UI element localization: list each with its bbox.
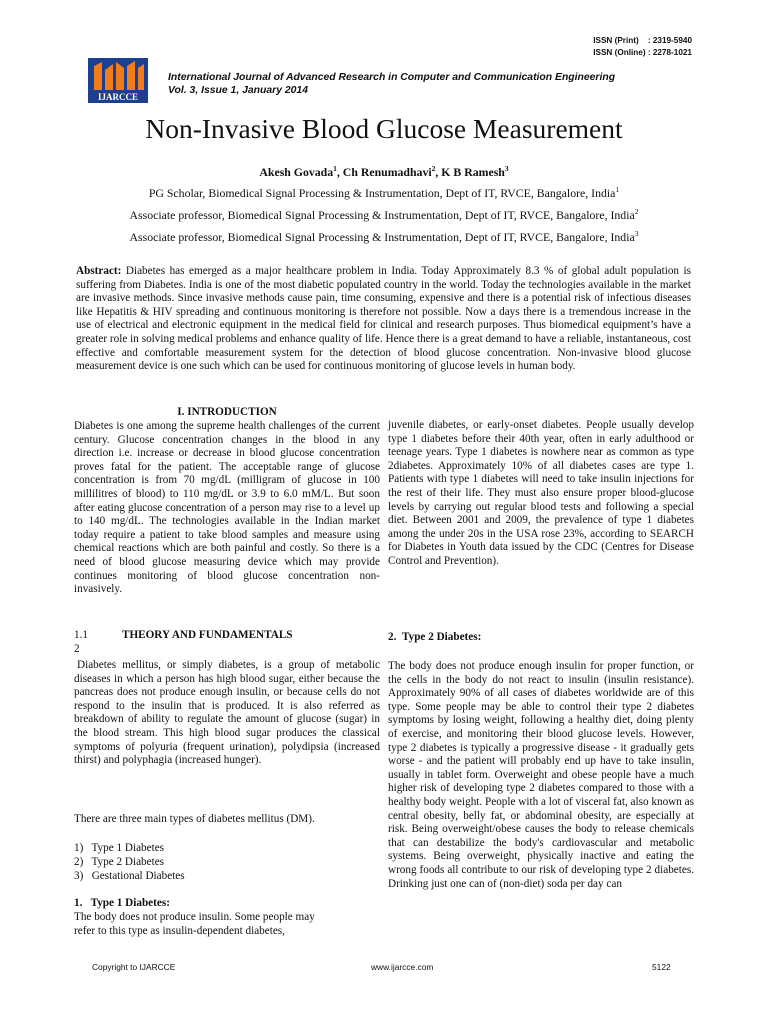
footer-copyright: Copyright to IJARCCE <box>92 962 176 972</box>
issn-print-value: : 2319-5940 <box>647 36 692 45</box>
abstract-text: Diabetes has emerged as a major healthcare problem in India. Today Approximately 8.3 % of global adult population is suffering from Diabetes. India is one of the most diabetic populated country in the world. Today the technologies available in the market are invasive methods. Since invasive methods cause pain, time consuming, expensive and there is a potential risk of infectious diseases like Hepatitis & HIV spreading and continuous monitoring is therefore not possible. Now a days there is a tremendous increase in the use of electrical and electronic equipment in the medical field for clinical and research purposes. Thus biomedical equipment’s have a greater role in solving medical problems and enhance quality of life. Hence there is a great demand to have a reliable, instantaneous, cost effective and comfortable measurement system for the detection of blood glucose concentration. Non-invasive blood glucose measurement device is one such which can be used for continuous monitoring of glucose levels in human body. <box>76 265 692 373</box>
type2-heading: 2. Type 2 Diabetes: <box>388 631 482 643</box>
journal-logo <box>88 58 148 103</box>
journal-name: International Journal of Advanced Research in Computer and Communication Engineering <box>168 72 616 83</box>
journal-header <box>168 72 728 97</box>
author-name: K B Ramesh <box>441 165 505 179</box>
type-list-item: 3) Gestational Diabetes <box>74 870 185 882</box>
abstract <box>76 265 691 374</box>
affiliation <box>0 230 768 245</box>
author-list: Akesh Govada$^1$, Ch Renumadhavi$^2$, K B Ramesh$^3$ <box>259 164 509 179</box>
type1-line: The body does not produce insulin. Some people may <box>74 911 315 923</box>
type1-heading: 1. Type 1 Diabetes: <box>74 897 170 909</box>
affiliation-sup: 1 <box>615 185 620 194</box>
logo-text: IJARCCE <box>97 92 139 102</box>
issn-online-value: : 2278-1021 <box>647 47 692 57</box>
type-list-item: 1) Type 1 Diabetes <box>74 842 165 854</box>
author-name: Ch Renumadhavi <box>342 165 432 179</box>
issn-block <box>593 35 692 58</box>
author-sup: 1 <box>333 164 337 173</box>
type2-paragraph: The body does not produce enough insulin for proper function, or the cells in the body do not react to insulin (insulin resistance). Approximately 90% of all cases of diabetes worldwide are of this type. Some people may be able to control their type 2 diabetes symptoms by losing weight, following a healthy diet, doing plenty of exercise, and monitoring their blood glucose levels. However, type 2 diabetes is typically a progressive disease - it gradually gets worse - and the patient will probably end up have to take insulin, usually in tablet form. Overweight and obese people have a much higher risk of developing type 2 diabetes compared to those with a healthy body weight. People with a lot of visceral fat, also known as central obesity, belly fat, or abdominal obesity, are especially at risk. Being overweight/obese causes the body to release chemicals that can destabilize the body's cardiovascular and metabolic systems. Being overweight, physically inactive and eating the wrong foods all contribute to our risk of developing type 2 diabetes. Drinking just one can of (non-diet) soda per day can <box>388 660 694 890</box>
affiliation-sup: 2 <box>634 207 639 216</box>
type-list-item: 2) Type 2 Diabetes <box>74 856 165 868</box>
issn-online-label: ISSN (Online) <box>593 47 646 57</box>
author-name: Akesh Govada <box>259 165 334 179</box>
intro-heading-text: I. INTRODUCTION <box>177 406 277 418</box>
abstract-label: Abstract: <box>76 265 122 277</box>
type1-continued: juvenile diabetes, or early-onset diabetes. People usually develop type 1 diabetes before their 40th year, often in early adulthood or teenage years. Type 1 diabetes is nowhere near as common as type 2diabetes. Approximately 10% of all diabetes cases are type 1. Patients with type 1 diabetes will need to take insulin injections for the rest of their life. They must also ensure proper blood-glucose levels by carrying out regular blood tests and following a special diet. Between 2001 and 2009, the prevalence of type 1 diabetes among the under 20s in the USA rose 23%, according to SEARCH for Diabetes in Youth data issued by the CDC (Centres for Disease Control and Prevention). <box>388 419 694 567</box>
theory-heading <box>74 629 380 643</box>
affiliation-text: Associate professor, Biomedical Signal Processing & Instrumentation, Dept of IT, RVCE, Bangalore, India <box>129 230 635 244</box>
types-intro: There are three main types of diabetes mellitus (DM). <box>74 813 315 825</box>
footer-website[interactable]: www.ijarcce.com <box>371 962 434 972</box>
journal-volume: Vol. 3, Issue 1, January 2014 <box>168 84 308 96</box>
author-sup: 2 <box>431 164 436 173</box>
issn-print-label: ISSN (Print) <box>593 36 639 45</box>
intro-paragraph: Diabetes is one among the supreme health challenges of the current century. Glucose concentration changes in the blood in any direction i.e. increase or decrease in blood glucose concentration proves fatal for the patient. The acceptable range of glucose concentration is from 70 mg/dL (milligram of glucose in 100 millilitres of blood) to 110 mg/dL or 3.9 to 6.0 mM/L. But soon after eating glucose concentration of a person may rise to a level up to 140 mg/dL. The technologies available in the Indian market today require a patient to take blood samples and measure using chemical reactions which are both painful and costly. So there is a need of blood glucose measuring device which may provide continues monitoring of blood glucose concentration non-invasively. <box>74 420 380 596</box>
intro-heading <box>74 406 380 420</box>
affiliation <box>0 186 768 201</box>
author-sup: 3 <box>504 164 509 173</box>
theory-number: 1.1 <box>74 629 88 641</box>
affiliation-text: Associate professor, Biomedical Signal Processing & Instrumentation, Dept of IT, RVCE, Bangalore, India <box>129 208 635 222</box>
type1-line: refer to this type as insulin-dependent diabetes, <box>74 925 285 937</box>
theory-paragraph: Diabetes mellitus, or simply diabetes, is a group of metabolic diseases in which a person has high blood sugar, either because the pancreas does not produce enough insulin, or because cells do not respond to the insulin that is produced. It is also referred as breakdown of ability to regulate the amount of glucose (sugar) in the blood stream. This high blood sugar produces the classical symptoms of polyuria (frequent urination), polydipsia (increased thirst) and polyphagia (increased hunger). <box>74 659 380 767</box>
affiliation-text: PG Scholar, Biomedical Signal Processing & Instrumentation, Dept of IT, RVCE, Bangalore, India <box>148 186 616 200</box>
theory-heading-text: THEORY AND FUNDAMENTALS <box>121 629 293 641</box>
paper-title: Non-Invasive Blood Glucose Measurement <box>145 113 623 144</box>
affiliation <box>0 208 768 223</box>
theory-extra: 2 <box>74 643 80 655</box>
affiliation-sup: 3 <box>634 229 639 238</box>
footer-page-number: 5122 <box>652 962 671 972</box>
